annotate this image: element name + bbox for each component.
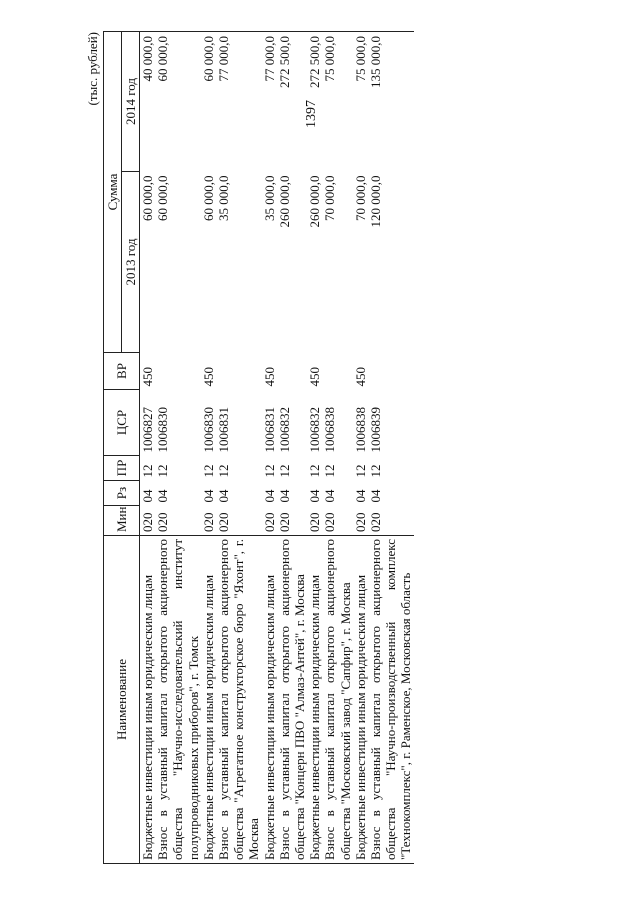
table-row <box>216 32 262 864</box>
header-year-2014: 2014 год <box>122 32 140 172</box>
row-name: Взнос в уставный капитал открытого акционерного общества "Научно-производственный комплекс "Технокомплекс", г. Раменское, Московская область <box>368 536 414 864</box>
row-rz: 04 <box>352 489 368 503</box>
row-vr: 450 <box>352 367 368 387</box>
row-name: Взнос в уставный капитал открытого акционерного общества "Московский завод "Сапфир", г. Москва <box>322 536 352 864</box>
row-sum-2013: 70 000,0 <box>352 175 368 221</box>
row-sum-2014: 60 000,0 <box>201 32 216 172</box>
row-min: 020 <box>307 506 322 536</box>
row-min: 020 <box>277 506 307 536</box>
row-csr: 1006838 <box>352 407 368 453</box>
row-min: 020 <box>140 506 156 536</box>
row-min: 020 <box>322 506 352 536</box>
table-row <box>262 32 277 864</box>
row-min: 020 <box>368 506 414 536</box>
row-rz: 04 <box>200 489 216 503</box>
row-pr: 12 <box>140 464 155 478</box>
row-name: Бюджетные инвестиции иным юридическим лицам <box>262 536 277 864</box>
table-row <box>307 32 322 864</box>
header-csr: ЦСР <box>104 390 140 456</box>
row-sum-2013: 260 000,0 <box>307 175 323 228</box>
row-pr: 12 <box>216 464 232 478</box>
row-vr <box>155 353 201 390</box>
row-name: Бюджетные инвестиции иным юридическим лицам <box>140 536 156 864</box>
row-name: Взнос в уставный капитал открытого акционерного общества "Агрегатное конструкторское бюро "Яхонт", г. Москва <box>216 536 262 864</box>
row-rz: 04 <box>261 489 277 503</box>
row-min: 020 <box>262 506 277 536</box>
row-sum-2014: 272 500,0 <box>307 32 322 172</box>
row-csr: 1006838 <box>322 407 338 453</box>
row-vr <box>322 353 352 390</box>
row-vr <box>216 353 262 390</box>
row-pr: 12 <box>322 464 338 478</box>
row-sum-2013: 70 000,0 <box>322 175 338 221</box>
row-vr: 450 <box>140 367 155 387</box>
row-pr: 12 <box>276 464 292 478</box>
row-pr: 12 <box>352 464 368 478</box>
row-rz: 04 <box>276 489 292 503</box>
row-rz: 04 <box>322 489 338 503</box>
table-row <box>155 32 201 864</box>
row-sum-2013: 60 000,0 <box>140 175 155 221</box>
row-sum-2014: 135 000,0 <box>368 32 414 172</box>
row-pr: 12 <box>368 464 384 478</box>
row-sum-2013: 120 000,0 <box>368 175 384 228</box>
row-sum-2013: 35 000,0 <box>216 175 232 221</box>
row-csr: 1006832 <box>276 407 292 453</box>
row-name: Бюджетные инвестиции иным юридическим лицам <box>201 536 216 864</box>
row-rz: 04 <box>140 489 155 503</box>
row-pr: 12 <box>155 464 171 478</box>
row-vr: 450 <box>200 367 216 387</box>
row-sum-2014: 272 500,0 <box>277 32 307 172</box>
row-sum-2014: 75 000,0 <box>353 32 368 172</box>
row-csr: 1006831 <box>216 407 232 453</box>
row-min: 020 <box>216 506 262 536</box>
row-vr <box>368 353 414 390</box>
budget-table <box>103 31 414 864</box>
row-rz: 04 <box>155 489 171 503</box>
page-number: 1397 <box>304 100 319 128</box>
header-vr: ВР <box>104 353 140 390</box>
table-row <box>201 32 216 864</box>
row-rz: 04 <box>368 489 384 503</box>
row-min: 020 <box>201 506 216 536</box>
table-row <box>277 32 307 864</box>
row-sum-2013: 35 000,0 <box>261 175 277 221</box>
table-row <box>322 32 352 864</box>
header-min: Мин <box>104 506 140 536</box>
row-pr: 12 <box>307 464 323 478</box>
row-name: Бюджетные инвестиции иным юридическим лицам <box>307 536 322 864</box>
row-csr: 1006830 <box>200 407 216 453</box>
row-sum-2013: 60 000,0 <box>200 175 216 221</box>
row-sum-2013: 60 000,0 <box>155 175 171 221</box>
row-sum-2014: 77 000,0 <box>216 32 262 172</box>
row-csr: 1006831 <box>261 407 277 453</box>
row-rz: 04 <box>307 489 323 503</box>
header-year-2013: 2013 год <box>122 172 140 353</box>
table-row <box>353 32 368 864</box>
row-csr: 1006827 <box>140 407 155 453</box>
row-vr: 450 <box>261 367 277 387</box>
header-sum: Сумма <box>104 32 122 353</box>
row-sum-2014: 75 000,0 <box>322 32 352 172</box>
header-pr: ПР <box>104 456 140 481</box>
row-sum-2013: 260 000,0 <box>276 175 292 228</box>
row-name: Бюджетные инвестиции иным юридическим лицам <box>353 536 368 864</box>
header-rz: Рз <box>104 481 140 506</box>
row-pr: 12 <box>261 464 277 478</box>
row-csr: 1006839 <box>368 407 384 453</box>
row-pr: 12 <box>200 464 216 478</box>
row-vr: 450 <box>307 367 323 387</box>
row-min: 020 <box>155 506 201 536</box>
row-vr <box>277 353 307 390</box>
table-row <box>140 32 156 864</box>
header-name: Наименование <box>104 536 140 864</box>
row-sum-2014: 40 000,0 <box>140 32 156 172</box>
units-note: (тыс. рублей) <box>85 32 100 106</box>
row-name: Взнос в уставный капитал открытого акционерного общества "Научно-исследовательский институт полупроводниковых приборов", г. Томск <box>155 536 201 864</box>
row-min: 020 <box>353 506 368 536</box>
row-csr: 1006830 <box>155 407 171 453</box>
rotated-page-content <box>85 32 609 864</box>
row-rz: 04 <box>216 489 232 503</box>
row-csr: 1006832 <box>307 407 323 453</box>
row-name: Взнос в уставный капитал открытого акционерного общества "Концерн ПВО "Алмаз-Антей", г. Москва <box>277 536 307 864</box>
table-row <box>368 32 414 864</box>
row-sum-2014: 77 000,0 <box>262 32 277 172</box>
row-sum-2014: 60 000,0 <box>155 32 201 172</box>
table-body <box>140 32 414 864</box>
